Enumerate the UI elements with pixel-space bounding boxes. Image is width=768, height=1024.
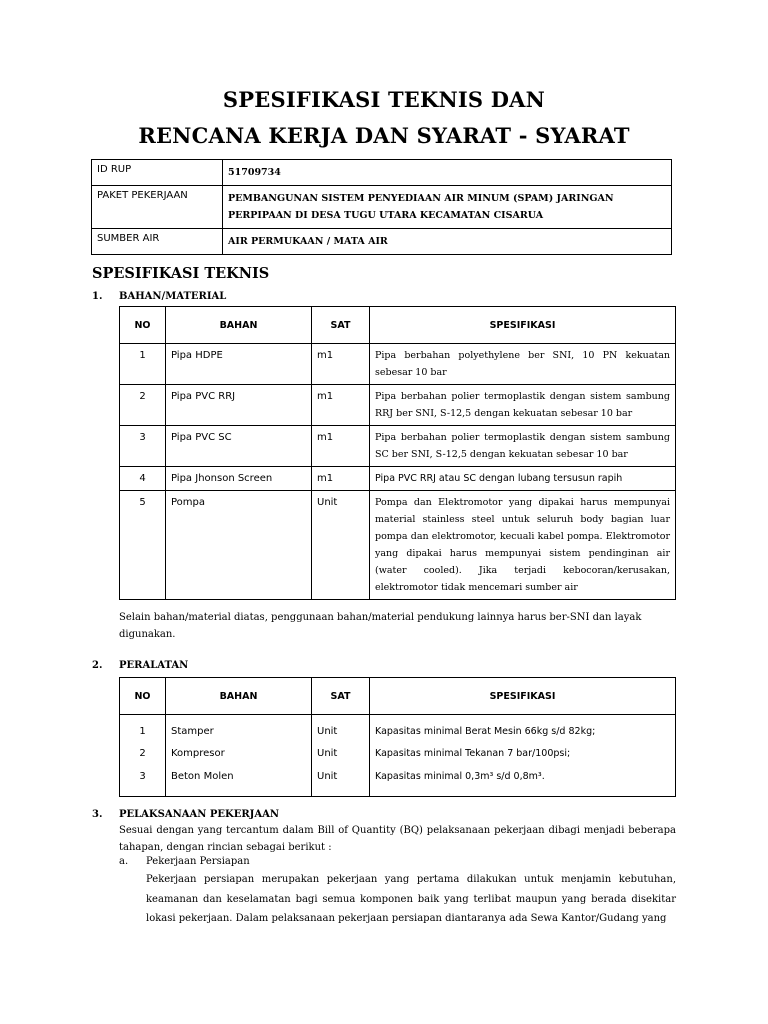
tools-number: 2.: [92, 660, 103, 671]
cell-no: 2: [120, 385, 166, 426]
cell-bahan: Pipa Jhonson Screen: [166, 467, 312, 491]
table-row: [120, 426, 676, 467]
cell-no: 3: [120, 768, 166, 797]
info-value: 51709734: [223, 160, 672, 186]
cell-bahan: Pompa: [166, 491, 312, 600]
item-a-body: Pekerjaan persiapan merupakan pekerjaan yang pertama dilakukan untuk menjamin kebutuhan, keamanan dan keselamatan bagi semua komponen baik yang terlibat maupun yang berada disekitar lokasi pekerjaan. Dalam pelaksanaan pekerjaan persiapan diantaranya ada Sewa Kantor/Gudang yang: [146, 874, 676, 924]
cell-spesifikasi: Pipa berbahan polyethylene ber SNI, 10 PN kekuatan sebesar 10 bar: [370, 344, 676, 385]
material-number: 1.: [92, 291, 103, 302]
col-no: NO: [120, 307, 166, 344]
table-header-row: [120, 678, 676, 715]
cell-spesifikasi: Kapasitas minimal Tekanan 7 bar/100psi;: [370, 745, 676, 768]
execution-title: PELAKSANAAN PEKERJAAN: [119, 809, 280, 820]
cell-bahan: Pipa PVC RRJ: [166, 385, 312, 426]
cell-bahan: Stamper: [166, 715, 312, 746]
cell-no: 1: [120, 715, 166, 746]
cell-spesifikasi: Kapasitas minimal 0,3m³ s/d 0,8m³.: [370, 768, 676, 797]
item-a-title: Pekerjaan Persiapan: [146, 856, 250, 867]
col-spesifikasi: SPESIFIKASI: [370, 307, 676, 344]
document-title-line1: SPESIFIKASI TEKNIS DAN: [222, 87, 546, 112]
execution-number: 3.: [92, 809, 103, 820]
cell-spesifikasi: Pompa dan Elektromotor yang dipakai harus mempunyai material stainless steel untuk seluruh body bagian luar pompa dan elektromotor, kecuali kabel pompa. Elektromotor yang dipakai harus mempunyai sistem pendinginan air (water cooled). Jika terjadi kebocoran/kerusakan, elektromotor tidak mencemari sumber air: [370, 491, 676, 600]
cell-bahan: Pipa PVC SC: [166, 426, 312, 467]
info-label: PAKET PEKERJAAN: [92, 186, 223, 229]
cell-spesifikasi: Pipa berbahan polier termoplastik dengan sistem sambung RRJ ber SNI, S-12,5 dengan kekuatan sebesar 10 bar: [370, 385, 676, 426]
cell-sat: Unit: [312, 715, 370, 746]
cell-sat: m1: [312, 385, 370, 426]
cell-no: 5: [120, 491, 166, 600]
col-sat: SAT: [312, 307, 370, 344]
item-a-letter: a.: [119, 856, 129, 867]
table-header-row: [120, 307, 676, 344]
table-row: [120, 768, 676, 797]
material-table: [119, 306, 676, 600]
col-bahan: BAHAN: [166, 678, 312, 715]
document-title-line2: RENCANA KERJA DAN SYARAT - SYARAT: [138, 123, 630, 148]
cell-no: 2: [120, 745, 166, 768]
cell-no: 3: [120, 426, 166, 467]
col-bahan: BAHAN: [166, 307, 312, 344]
cell-no: 4: [120, 467, 166, 491]
table-row: [120, 385, 676, 426]
info-value: AIR PERMUKAAN / MATA AIR: [223, 229, 672, 255]
tools-title: PERALATAN: [119, 660, 189, 671]
table-row: [120, 491, 676, 600]
cell-sat: m1: [312, 467, 370, 491]
info-label: SUMBER AIR: [92, 229, 223, 255]
tools-table: [119, 677, 676, 797]
info-row-paket: [92, 186, 672, 229]
cell-bahan: Pipa HDPE: [166, 344, 312, 385]
cell-spesifikasi: Pipa PVC RRJ atau SC dengan lubang tersusun rapih: [370, 467, 676, 491]
cell-bahan: Beton Molen: [166, 768, 312, 797]
info-row-sumber-air: [92, 229, 672, 255]
table-row: [120, 715, 676, 746]
cell-no: 1: [120, 344, 166, 385]
section-heading: SPESIFIKASI TEKNIS: [92, 265, 270, 282]
cell-sat: Unit: [312, 745, 370, 768]
table-row: [120, 344, 676, 385]
material-note: Selain bahan/material diatas, penggunaan bahan/material pendukung lainnya harus ber-SNI dan layak digunakan.: [119, 612, 642, 640]
info-value: PEMBANGUNAN SISTEM PENYEDIAAN AIR MINUM (SPAM) JARINGAN PERPIPAAN DI DESA TUGU UTARA KECAMATAN CISARUA: [223, 186, 672, 229]
cell-bahan: Kompresor: [166, 745, 312, 768]
info-row-id-rup: [92, 160, 672, 186]
execution-intro: Sesuai dengan yang tercantum dalam Bill of Quantity (BQ) pelaksanaan pekerjaan dibagi menjadi beberapa tahapan, dengan rincian sebagai berikut :: [119, 825, 676, 853]
cell-sat: Unit: [312, 768, 370, 797]
table-row: [120, 467, 676, 491]
cell-sat: m1: [312, 426, 370, 467]
col-sat: SAT: [312, 678, 370, 715]
info-label: ID RUP: [92, 160, 223, 186]
cell-spesifikasi: Kapasitas minimal Berat Mesin 66kg s/d 82kg;: [370, 715, 676, 746]
table-row: [120, 745, 676, 768]
col-spesifikasi: SPESIFIKASI: [370, 678, 676, 715]
cell-sat: Unit: [312, 491, 370, 600]
project-info-table: [91, 159, 672, 255]
material-title: BAHAN/MATERIAL: [119, 291, 227, 302]
col-no: NO: [120, 678, 166, 715]
cell-sat: m1: [312, 344, 370, 385]
cell-spesifikasi: Pipa berbahan polier termoplastik dengan sistem sambung SC ber SNI, S-12,5 dengan kekuatan sebesar 10 bar: [370, 426, 676, 467]
